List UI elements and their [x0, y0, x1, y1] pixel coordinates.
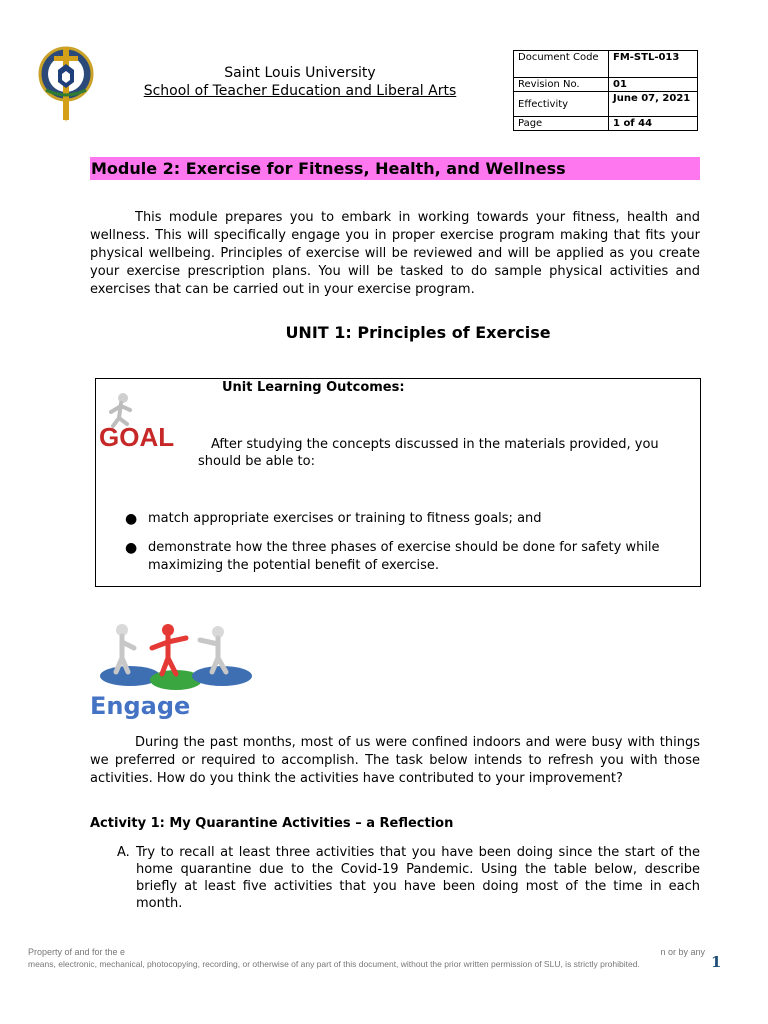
outcome-item: [125, 539, 695, 577]
outcome-text: match appropriate exercises or training to fitness goals; and: [148, 511, 542, 526]
table-row: [514, 92, 698, 117]
page-number: 1: [711, 953, 722, 971]
intro-paragraph: This module prepares you to embark in working towards your fitness, health and wellness. This will specifically engage you in proper exercise program making that fits your physical wellbeing. Principles of exercise will be reviewed and will be applied as you create your exercise prescription plans. You will be tasked to do sample physical activities and exercises that can be carried out in your exercise program.: [90, 210, 700, 297]
engage-heading: Engage: [90, 692, 191, 720]
document-info-table: [513, 50, 698, 131]
module-title-bar: [90, 157, 700, 180]
engage-paragraph: During the past months, most of us were confined indoors and were busy with things we preferred or required to accomplish. The task below intends to refresh you with those activities. How do you think the activities have contributed to your improvement?: [90, 735, 700, 786]
footer-line1-left: Property of and for the e: [28, 947, 126, 957]
page-label: Page: [514, 117, 609, 131]
doc-code-value: FM-STL-013: [609, 51, 698, 78]
revision-label: Revision No.: [514, 78, 609, 92]
activity-item-label: A.: [117, 845, 130, 860]
table-row: [514, 51, 698, 78]
doc-code-label: Document Code: [514, 51, 609, 78]
bullet-icon: ●: [125, 511, 138, 527]
outcomes-title: Unit Learning Outcomes:: [222, 380, 405, 395]
revision-value: 01: [609, 78, 698, 92]
activity-item: [117, 844, 700, 916]
university-name: Saint Louis University: [224, 65, 376, 81]
footer: [28, 946, 708, 970]
bullet-icon: ●: [125, 540, 138, 556]
school-heading: [108, 64, 492, 100]
activity-title: Activity 1: My Quarantine Activities – a Reflection: [90, 816, 454, 831]
effectivity-value: June 07, 2021: [609, 92, 698, 117]
outcome-item: [125, 510, 695, 530]
page-value: 1 of 44: [609, 117, 698, 131]
effectivity-label: Effectivity: [514, 92, 609, 117]
goal-word: GOAL: [99, 422, 175, 452]
footer-line2: means, electronic, mechanical, photocopying, recording, or otherwise of any part of this document, without the prior written permission of SLU, is strictly prohibited.: [28, 959, 640, 969]
activity-item-text: Try to recall at least three activities that you have been doing since the start of the home quarantine due to the Covid-19 Pandemic. Using the table below, describe briefly at least five activities that you have been doing most of the time in each month.: [136, 845, 700, 911]
school-name: School of Teacher Education and Liberal Arts: [143, 83, 457, 99]
module-title: Module 2: Exercise for Fitness, Health, and Wellness: [91, 159, 566, 178]
table-row: [514, 117, 698, 131]
slu-logo: [36, 44, 96, 124]
outcome-text: demonstrate how the three phases of exercise should be done for safety while maximizing the potential benefit of exercise.: [148, 540, 660, 573]
unit-title: UNIT 1: Principles of Exercise: [285, 323, 551, 342]
outcomes-intro: After studying the concepts discussed in the materials provided, you should be able to:: [198, 437, 659, 469]
footer-line1-right: n or by any: [660, 947, 705, 957]
puzzle-teamwork-illustration: [92, 618, 256, 692]
goal-illustration: [97, 388, 177, 452]
table-row: [514, 78, 698, 92]
